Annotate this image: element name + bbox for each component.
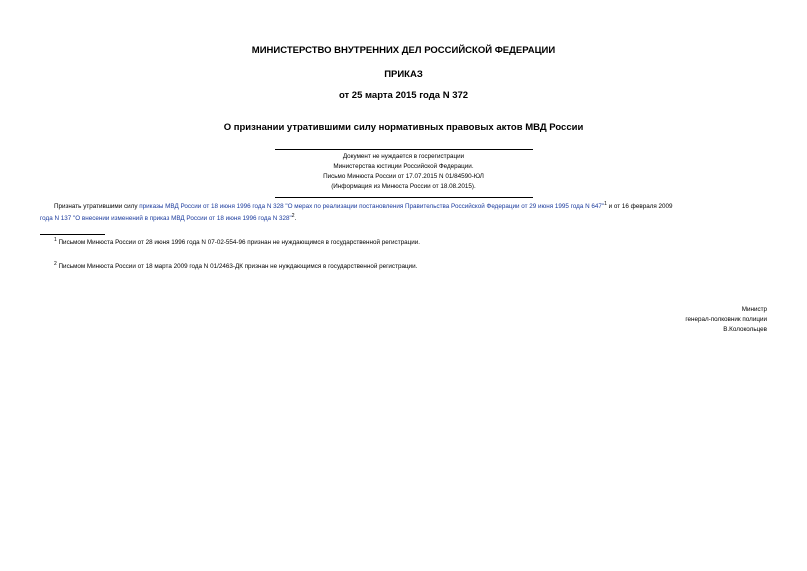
footnote-mark: 2 — [54, 260, 57, 267]
link-order-2009[interactable]: года N 137 "О внесении изменений в приказ МВД России от 18 июня 1996 года N 328" — [40, 215, 292, 222]
link-orders-1996[interactable]: приказы МВД России от 18 июня 1996 года N 328 "О мерах по реализации постановления Правительства Российской Федерации от 29 июня 1995 года N 647" — [139, 203, 605, 210]
footnote-separator — [40, 234, 105, 235]
footnote-text: Письмом Минюста России от 18 марта 2009 года N 01/2463-ДК признан не нуждающимся в государственной регистрации. — [56, 263, 418, 270]
registration-note-line: Документ не нуждается в госрегистрации — [342, 153, 465, 160]
footnote-1 — [54, 236, 420, 246]
registration-note-line: Письмо Минюста России от 17.07.2015 N 01/84590-ЮЛ — [323, 173, 484, 180]
signature-position: Министр — [741, 306, 767, 313]
registration-note-top-rule — [275, 149, 533, 150]
footnote-mark: 1 — [54, 236, 57, 243]
body-middle-text: и от 16 февраля 2009 — [606, 203, 673, 210]
signature-rank: генерал-полковник полиции — [685, 316, 767, 323]
body-intro-text: Признать утратившими силу — [54, 203, 140, 210]
body-ending-text: . — [294, 215, 297, 222]
footnote-text: Письмом Минюста России от 28 июня 1996 года N 07-02-554-96 признан не нуждающимся в государственной регистрации. — [56, 239, 420, 246]
body-paragraph-line-1 — [54, 200, 784, 210]
signature-name: В.Колокольцев — [723, 326, 767, 333]
ministry-heading: МИНИСТЕРСТВО ВНУТРЕННИХ ДЕЛ РОССИЙСКОЙ ФЕДЕРАЦИИ — [251, 45, 556, 56]
footnote-2 — [54, 260, 418, 270]
document-title: О признании утратившими силу нормативных правовых актов МВД России — [223, 122, 584, 133]
footnote-ref-1[interactable]: 1 — [604, 200, 607, 207]
registration-note-line: (Информация из Минюста России от 18.08.2015). — [331, 183, 476, 190]
document-type: ПРИКАЗ — [384, 69, 423, 80]
footnote-ref-2[interactable]: 2 — [291, 212, 295, 219]
registration-note-line: Министерства юстиции Российской Федерации. — [333, 163, 474, 170]
body-paragraph-line-2 — [40, 212, 770, 222]
registration-note-bottom-rule — [275, 197, 533, 198]
document-date-number: от 25 марта 2015 года N 372 — [338, 90, 469, 101]
